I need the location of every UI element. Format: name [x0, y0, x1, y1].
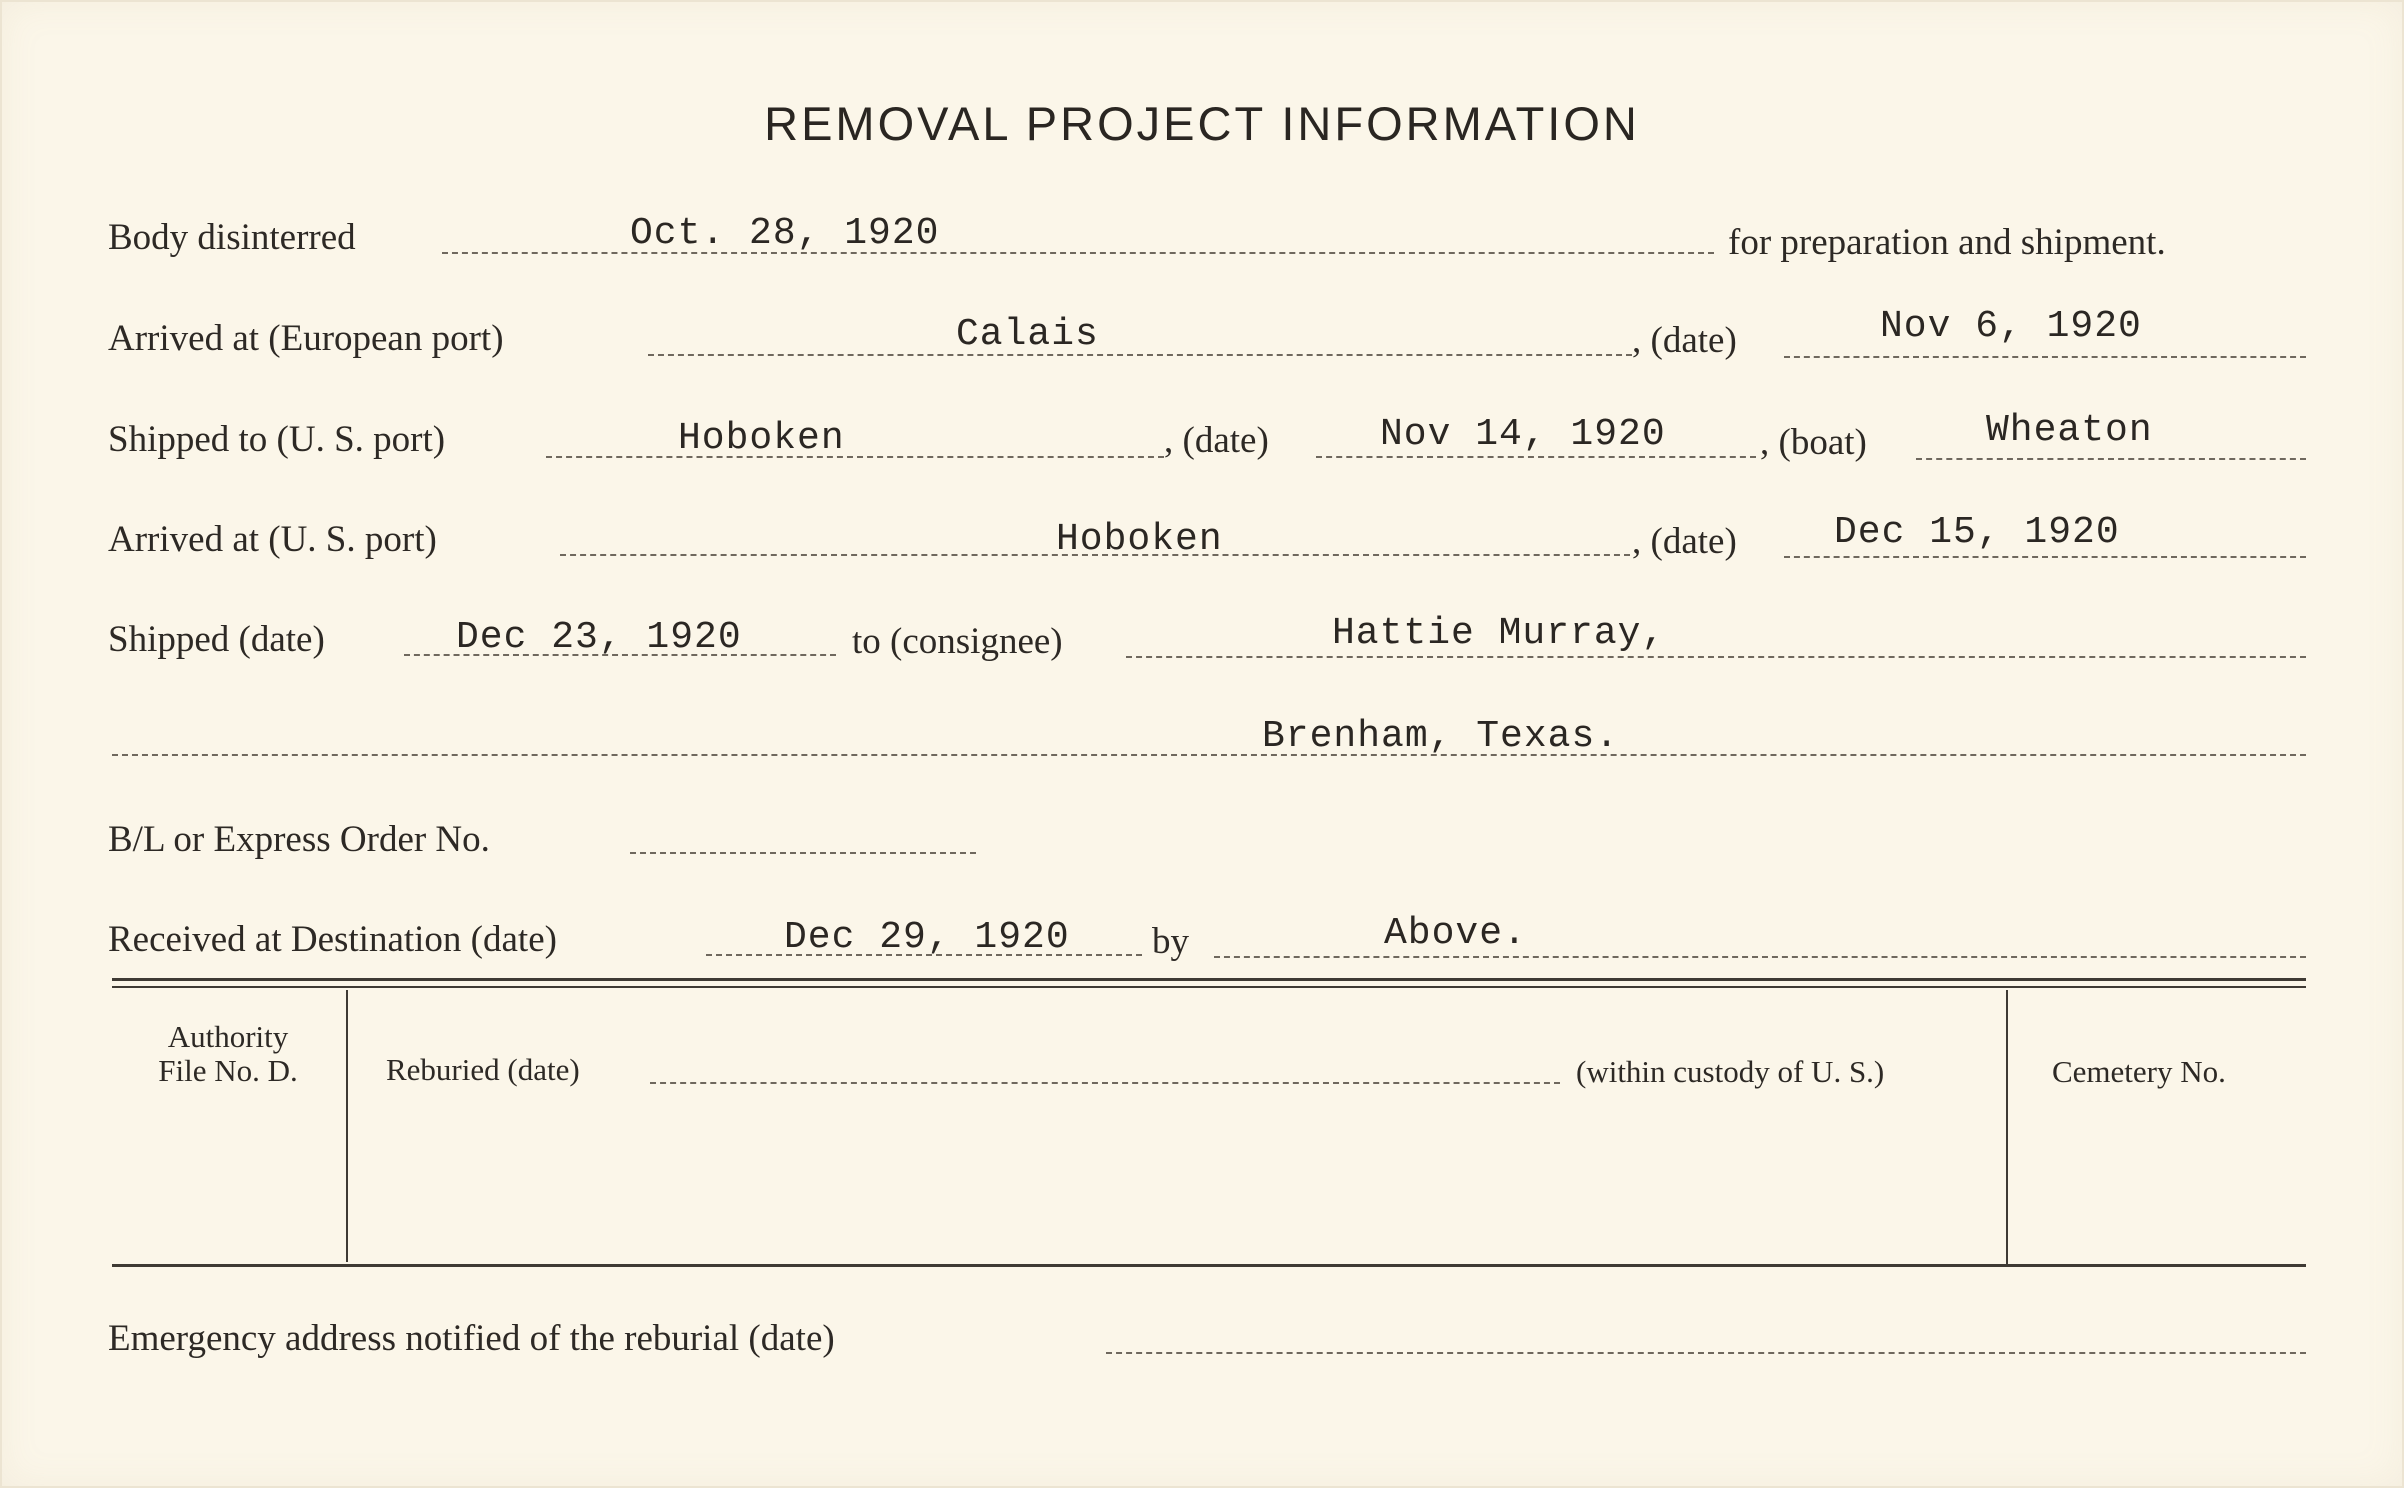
- table-divider-left: [346, 990, 348, 1262]
- arrived-european-date-line: [1784, 356, 2306, 358]
- consignee-address-value: Brenham, Texas.: [1262, 715, 1620, 758]
- shipped-us-port-line: [546, 456, 1164, 458]
- bl-order-label: B/L or Express Order No.: [108, 819, 490, 860]
- shipped-us-boat-label: , (boat): [1760, 422, 1867, 463]
- received-by-label: by: [1152, 921, 1189, 962]
- table-top-rule-2: [112, 986, 2306, 988]
- custody-label: (within custody of U. S.): [1576, 1054, 1885, 1089]
- arrived-european-port-value: Calais: [956, 313, 1099, 356]
- arrived-us-date-value: Dec 15, 1920: [1834, 511, 2120, 554]
- shipped-date-value: Dec 23, 1920: [456, 616, 742, 659]
- authority-label-line1: Authority: [167, 1019, 289, 1054]
- received-date-value: Dec 29, 1920: [784, 916, 1070, 959]
- reburied-date-label: Reburied (date): [386, 1052, 580, 1087]
- authority-file-label: [112, 1020, 344, 1088]
- received-label: Received at Destination (date): [108, 919, 557, 960]
- arrived-us-port-label: Arrived at (U. S. port): [108, 519, 437, 560]
- received-by-line: [1214, 956, 2306, 958]
- consignee-label: to (consignee): [852, 621, 1063, 662]
- card-title: REMOVAL PROJECT INFORMATION: [764, 97, 1640, 150]
- arrived-us-date-line: [1784, 556, 2306, 558]
- shipped-us-date-line: [1316, 456, 1756, 458]
- shipped-us-port-value: Hoboken: [678, 417, 845, 460]
- table-top-rule-1: [112, 978, 2306, 981]
- shipped-us-port-label: Shipped to (U. S. port): [108, 419, 446, 460]
- shipped-us-boat-line: [1916, 458, 2306, 460]
- shipped-us-date-value: Nov 14, 1920: [1380, 413, 1666, 456]
- bl-order-line: [630, 852, 976, 854]
- body-disinterred-label: Body disinterred: [108, 217, 356, 258]
- shipped-us-boat-value: Wheaton: [1986, 409, 2153, 452]
- body-disinterred-suffix: for preparation and shipment.: [1728, 222, 2166, 263]
- table-divider-right: [2006, 990, 2008, 1266]
- emergency-address-line: [1106, 1352, 2306, 1354]
- arrived-european-port-label: Arrived at (European port): [108, 318, 504, 359]
- consignee-line: [1126, 656, 2306, 658]
- consignee-value: Hattie Murray,: [1332, 612, 1666, 655]
- received-by-value: Above.: [1384, 912, 1527, 955]
- arrived-european-date-value: Nov 6, 1920: [1880, 305, 2142, 348]
- table-bottom-rule: [112, 1264, 2306, 1267]
- arrived-us-date-label: , (date): [1632, 521, 1737, 562]
- reburied-date-line: [650, 1082, 1560, 1084]
- arrived-european-date-label: , (date): [1632, 320, 1737, 361]
- cemetery-number-label: Cemetery No.: [2052, 1054, 2226, 1089]
- consignee-address-line: [112, 754, 2306, 756]
- body-disinterred-value: Oct. 28, 1920: [630, 212, 940, 255]
- arrived-european-port-line: [648, 354, 1632, 356]
- shipped-us-date-label: , (date): [1164, 420, 1269, 461]
- emergency-address-label: Emergency address notified of the reburial (date): [108, 1318, 835, 1359]
- shipped-date-label: Shipped (date): [108, 619, 325, 660]
- arrived-us-port-value: Hoboken: [1056, 518, 1223, 561]
- authority-label-line2: File No. D.: [158, 1053, 298, 1089]
